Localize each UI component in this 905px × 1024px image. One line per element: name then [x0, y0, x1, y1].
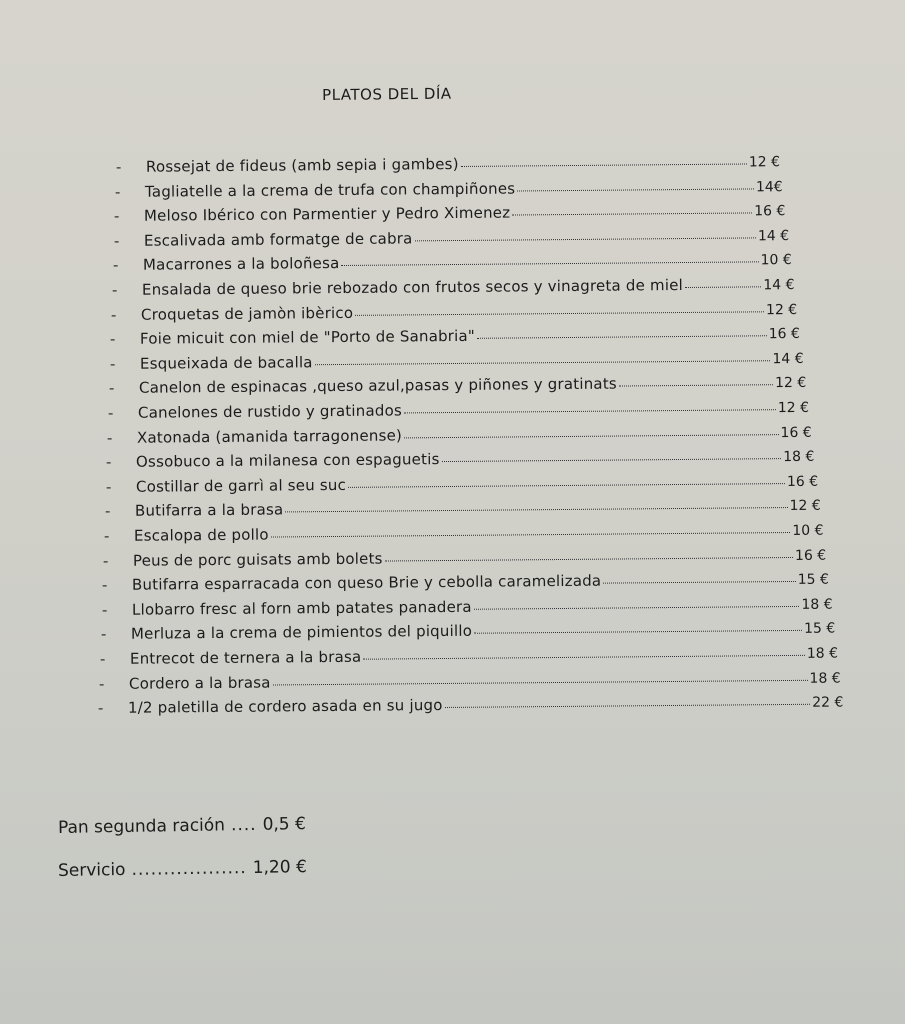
dish-price: 14 €: [763, 277, 795, 294]
dish-name: 1/2 paletilla de cordero asada en su jugo: [128, 696, 444, 717]
bullet-dash: -: [98, 699, 104, 718]
bullet-dash: -: [110, 330, 116, 349]
dish-price: 10 €: [760, 252, 792, 269]
dot-leader: [271, 532, 791, 538]
extra-service: [58, 857, 307, 881]
menu-item: [114, 226, 789, 250]
bullet-dash: -: [112, 256, 119, 275]
dot-leader: [414, 237, 755, 241]
menu-title: PLATOS DEL DÍA: [322, 84, 452, 104]
dish-name: Tagliatelle a la crema de trufa con champiñones: [145, 179, 516, 201]
dish-name: Costillar de garrì al seu suc: [135, 475, 346, 496]
dot-leader: [477, 335, 767, 339]
bullet-dash: -: [100, 625, 107, 644]
dish-price: 14 €: [771, 350, 804, 368]
dish-price: 16 €: [769, 326, 801, 343]
bullet-dash: -: [113, 231, 120, 250]
dot-leader: [314, 360, 770, 365]
dish-price: 10 €: [792, 522, 824, 539]
dish-name: Butifarra a la brasa: [134, 500, 284, 521]
bullet-dash: -: [107, 403, 114, 422]
dot-leader: [473, 606, 799, 610]
dish-price: 18 €: [809, 670, 841, 687]
menu-item: [116, 152, 780, 176]
menu-item: [106, 447, 815, 471]
dish-name: Canelon de espinacas ,queso azul,pasas y piñones y gratinats: [138, 374, 617, 398]
bullet-dash: -: [104, 502, 111, 521]
bullet-dash: -: [115, 157, 122, 176]
dish-name: Esqueixada de bacalla: [139, 353, 313, 373]
dot-leader: [474, 630, 802, 634]
dot-leader: [513, 213, 753, 216]
dish-name: Butifarra esparracada con queso Brie y cebolla caramelizada: [132, 571, 602, 594]
dish-price: 18 €: [800, 596, 833, 613]
menu-item: [114, 201, 786, 225]
dish-name: Merluza a la crema de pimientos del piquillo: [130, 622, 472, 644]
bullet-dash: -: [114, 207, 120, 226]
dish-name: Escalivada amb formatge de cabra: [143, 229, 413, 250]
bullet-dash: -: [103, 551, 109, 570]
bullet-dash: -: [111, 280, 118, 299]
dot-leader: [285, 507, 787, 512]
menu-item: [106, 472, 818, 496]
extra-price: 0,5 €: [262, 814, 307, 835]
bullet-dash: -: [115, 182, 121, 201]
dot-leader: [619, 385, 773, 387]
menu-item: [113, 250, 792, 274]
bullet-dash: -: [102, 576, 108, 595]
dish-price: 12 €: [748, 154, 781, 171]
dish-price: 12 €: [774, 375, 807, 392]
menu-item: [99, 668, 841, 692]
menu-item: [111, 300, 797, 324]
bullet-dash: -: [111, 305, 117, 324]
dish-price: 14 €: [757, 227, 789, 245]
dish-name: Foie micuit con miel de "Porto de Sanabria": [140, 327, 476, 348]
dot-leader: [604, 581, 796, 584]
dish-price: 16 €: [786, 473, 818, 490]
bullet-dash: -: [107, 428, 113, 447]
extra-bread: [58, 814, 307, 838]
dot-leader: [273, 679, 808, 685]
dot-leader: [685, 286, 761, 288]
dish-name: Ossobuco a la milanesa con espaguetis: [136, 450, 441, 471]
dish-price: 15 €: [798, 571, 830, 589]
dish-name: Llobarro fresc al forn amb patates panadera: [131, 597, 472, 619]
menu-item: [110, 324, 800, 348]
menu-item: [108, 398, 809, 422]
bullet-dash: -: [101, 600, 108, 619]
dish-price: 18 €: [806, 645, 839, 662]
menu-item: [101, 619, 835, 643]
bullet-dash: -: [105, 477, 112, 496]
menu-item: [105, 496, 821, 520]
menu-item: [102, 570, 829, 594]
dish-price: 15 €: [803, 620, 836, 638]
dot-leader: [445, 704, 811, 708]
dish-name: Macarrones a la boloñesa: [142, 254, 340, 275]
dot-leader: [461, 163, 747, 166]
dish-price: 16 €: [754, 203, 786, 220]
dot-leader: [385, 557, 793, 562]
dot-leader: [363, 655, 804, 660]
dot-leader: [404, 434, 778, 438]
dish-name: Xatonada (amanida tarragonense): [137, 426, 403, 447]
menu-item: [112, 275, 795, 299]
menu-item: [98, 693, 844, 718]
dish-name: Meloso Ibérico con Parmentier y Pedro Ximenez: [144, 203, 511, 225]
extra-label: Servicio: [57, 859, 126, 881]
dish-price: 16 €: [795, 547, 827, 564]
bullet-dash: -: [103, 526, 110, 545]
extra-price: 1,20 €: [252, 857, 307, 878]
dot-leader: [348, 483, 785, 488]
dish-price: 22 €: [812, 694, 844, 711]
menu-item: [115, 177, 783, 201]
dish-price: 12 €: [789, 498, 821, 515]
extra-label: Pan segunda ración: [57, 815, 226, 838]
bullet-dash: -: [106, 453, 112, 472]
dot-leader: [517, 188, 754, 191]
bullet-dash: -: [108, 379, 115, 398]
bullet-dash: -: [109, 354, 116, 373]
dish-name: Canelones de rustido y gratinados: [137, 401, 403, 422]
dot-leader: ....: [230, 814, 257, 836]
dish-name: Croquetas de jamòn ibèrico: [141, 303, 354, 324]
bullet-dash: -: [99, 649, 106, 668]
menu-item: [110, 349, 804, 373]
dot-leader: ..................: [131, 858, 247, 880]
menu-item: [104, 521, 824, 545]
dish-name: Ensalada de queso brie rebozado con frutos secos y vinagreta de miel: [141, 276, 684, 299]
dish-price: 14€: [756, 178, 783, 196]
dish-price: 18 €: [783, 449, 815, 466]
extras-list: [57, 814, 307, 904]
dish-name: Entrecot de ternera a la brasa: [129, 647, 362, 668]
menu-item: [100, 644, 838, 668]
dish-name: Escalopa de pollo: [133, 525, 269, 545]
dot-leader: [404, 409, 776, 413]
dish-price: 12 €: [777, 399, 810, 417]
dish-price: 16 €: [780, 424, 812, 441]
dot-leader: [355, 311, 764, 316]
menu-item: [107, 422, 812, 446]
dot-leader: [341, 262, 758, 267]
menu-item: [102, 594, 833, 618]
dish-name: Cordero a la brasa: [129, 673, 271, 693]
dot-leader: [442, 458, 782, 462]
dish-name: Peus de porc guisats amb bolets: [133, 549, 383, 570]
bullet-dash: -: [99, 674, 105, 693]
menu-item: [109, 373, 806, 397]
menu-item: [103, 545, 826, 569]
dish-name: Rossejat de fideus (amb sepia i gambes): [145, 155, 459, 176]
dish-price: 12 €: [766, 301, 798, 318]
